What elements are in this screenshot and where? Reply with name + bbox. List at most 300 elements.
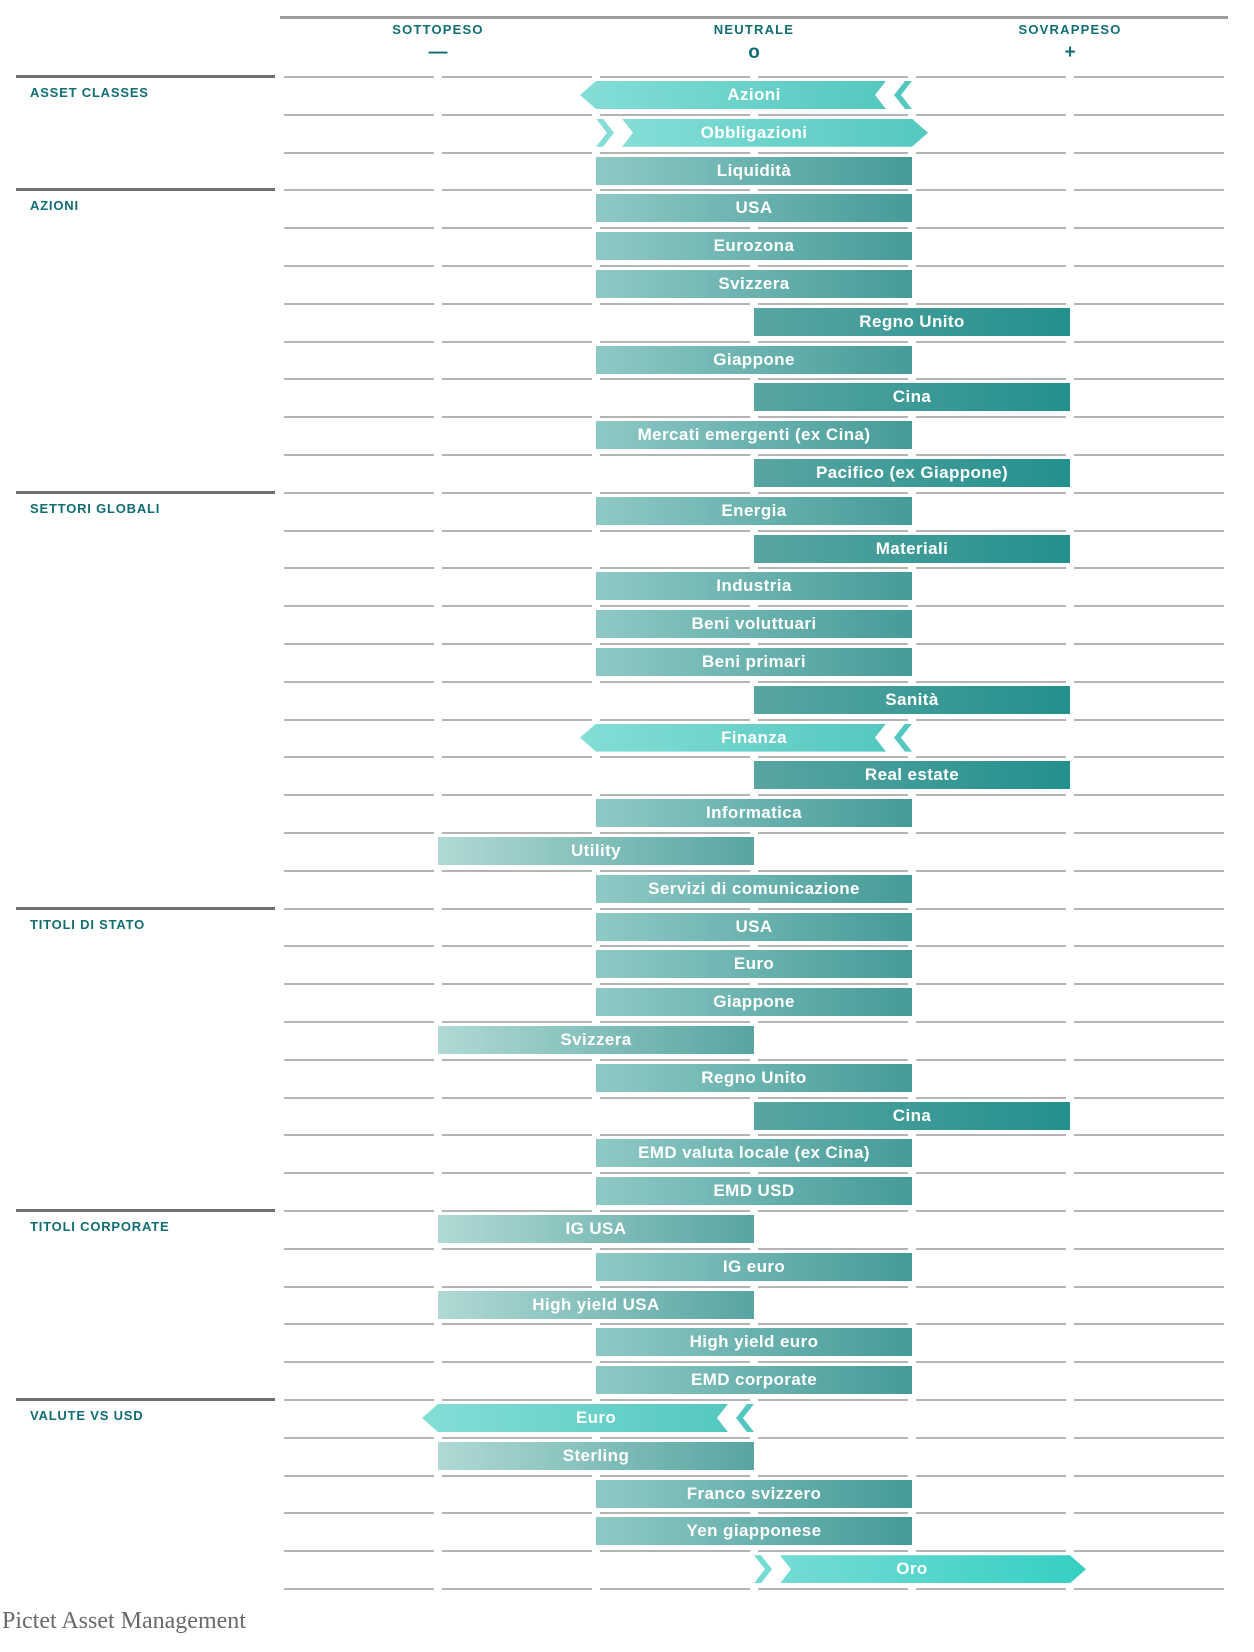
bar-utility: [438, 837, 754, 865]
grid-line-segment: [442, 1134, 592, 1136]
grid-line-segment: [284, 189, 434, 191]
section-label-asset-classes: ASSET CLASSES: [30, 85, 149, 100]
grid-line-segment: [1074, 189, 1224, 191]
grid-line-segment: [284, 265, 434, 267]
bar-azioni: [580, 81, 912, 109]
grid-line-segment: [600, 492, 750, 494]
grid-line-segment: [284, 303, 434, 305]
grid-line-segment: [442, 1588, 592, 1590]
grid-line-segment: [916, 908, 1066, 910]
bar-label: Svizzera: [718, 274, 790, 293]
grid-line-segment: [442, 1437, 592, 1439]
bar-label: USA: [735, 198, 773, 218]
grid-line-segment: [1074, 492, 1224, 494]
grid-line-segment: [284, 605, 434, 607]
bar-label: Pacifico (ex Giappone): [815, 463, 1009, 482]
grid-line-segment: [758, 1475, 908, 1477]
bar-label: Finanza: [720, 727, 788, 747]
section-label-titoli-corporate: TITOLI CORPORATE: [30, 1219, 170, 1234]
grid-line-segment: [916, 530, 1066, 532]
grid-line-segment: [442, 1210, 592, 1212]
bar-usa: [596, 913, 912, 941]
grid-line-segment: [284, 567, 434, 569]
bar-label: Regno Unito: [701, 1067, 807, 1087]
grid-line-segment: [916, 1210, 1066, 1212]
bar-real-estate: [754, 761, 1070, 789]
grid-line-segment: [1074, 1248, 1224, 1250]
grid-line-segment: [600, 530, 750, 532]
bar-regno-unito: [754, 308, 1070, 336]
grid-line-segment: [1074, 1097, 1224, 1099]
grid-line-segment: [1074, 1286, 1224, 1288]
section-divider-line-valute-vs-usd: [16, 1398, 275, 1401]
grid-line-segment: [916, 1399, 1066, 1401]
grid-line-segment: [600, 983, 750, 985]
grid-line-segment: [916, 794, 1066, 796]
grid-line-segment: [758, 643, 908, 645]
grid-line-segment: [442, 756, 592, 758]
grid-line-segment: [442, 1475, 592, 1477]
grid-line-segment: [1074, 1172, 1224, 1174]
grid-line-segment: [758, 567, 908, 569]
grid-line-segment: [442, 1323, 592, 1325]
grid-line-segment: [442, 416, 592, 418]
bar-high-yield-euro: [596, 1328, 912, 1356]
grid-line-segment: [600, 189, 750, 191]
grid-line-segment: [442, 530, 592, 532]
grid-line-segment: [284, 681, 434, 683]
bar-label: Sterling: [562, 1445, 630, 1465]
grid-line-segment: [600, 870, 750, 872]
grid-line-segment: [758, 681, 908, 683]
grid-line-segment: [758, 114, 908, 116]
bar-regno-unito: [596, 1064, 912, 1092]
bar-sterling: [438, 1442, 754, 1470]
grid-line-segment: [284, 719, 434, 721]
grid-line-segment: [916, 719, 1066, 721]
grid-line-segment: [600, 1550, 750, 1552]
grid-line-segment: [758, 1021, 908, 1023]
grid-line-segment: [916, 189, 1066, 191]
grid-line-segment: [1074, 1361, 1224, 1363]
grid-line-segment: [442, 832, 592, 834]
section-divider-line-asset-classes: [16, 75, 275, 78]
grid-line-segment: [284, 76, 434, 78]
grid-line-segment: [916, 1475, 1066, 1477]
grid-line-segment: [758, 76, 908, 78]
bar-beni-primari: [596, 648, 912, 676]
grid-line-segment: [1074, 378, 1224, 380]
bar-yen-giapponese: [596, 1517, 912, 1545]
header-rule: [280, 16, 1228, 19]
grid-line-segment: [284, 870, 434, 872]
grid-line-segment: [284, 1210, 434, 1212]
grid-line-segment: [758, 1399, 908, 1401]
grid-line-segment: [600, 152, 750, 154]
grid-line-segment: [284, 1286, 434, 1288]
bar-label: Giappone: [713, 349, 795, 369]
bar-emd-usd: [596, 1177, 912, 1205]
grid-line-segment: [1074, 416, 1224, 418]
grid-line-segment: [284, 1097, 434, 1099]
bar-label: Energia: [721, 500, 787, 520]
grid-line-segment: [600, 1134, 750, 1136]
source-attribution: Pictet Asset Management: [2, 1608, 246, 1634]
grid-line-segment: [600, 1512, 750, 1514]
grid-line-segment: [442, 1097, 592, 1099]
grid-line-segment: [1074, 681, 1224, 683]
grid-line-segment: [758, 1550, 908, 1552]
grid-line-segment: [758, 303, 908, 305]
grid-line-segment: [600, 416, 750, 418]
grid-line-segment: [916, 378, 1066, 380]
bar-liquidità: [596, 157, 912, 185]
grid-line-segment: [600, 832, 750, 834]
grid-line-segment: [758, 945, 908, 947]
grid-line-segment: [600, 1323, 750, 1325]
grid-line-segment: [1074, 983, 1224, 985]
grid-line-segment: [758, 1097, 908, 1099]
grid-line-segment: [1074, 1021, 1224, 1023]
grid-line-segment: [600, 1172, 750, 1174]
grid-line-segment: [916, 945, 1066, 947]
bar-informatica: [596, 799, 912, 827]
bar-pacifico-ex-giappone: [754, 459, 1070, 487]
grid-line-segment: [442, 1172, 592, 1174]
grid-line-segment: [284, 1475, 434, 1477]
grid-line-segment: [600, 454, 750, 456]
column-header-neutrale: [714, 22, 794, 62]
grid-line-segment: [284, 1550, 434, 1552]
grid-line-segment: [916, 265, 1066, 267]
grid-line-segment: [916, 152, 1066, 154]
grid-line-segment: [758, 227, 908, 229]
grid-line-segment: [1074, 719, 1224, 721]
bar-label: High yield USA: [532, 1294, 660, 1314]
grid-line-segment: [284, 983, 434, 985]
section-divider-line-titoli-corporate: [16, 1209, 275, 1212]
grid-line-segment: [442, 945, 592, 947]
bar-emd-corporate: [596, 1366, 912, 1394]
grid-line-segment: [916, 983, 1066, 985]
grid-line-segment: [916, 1097, 1066, 1099]
grid-line-segment: [758, 1210, 908, 1212]
grid-line-segment: [284, 832, 434, 834]
grid-line-segment: [758, 378, 908, 380]
bar-giappone: [596, 988, 912, 1016]
section-divider-line-settori-globali: [16, 491, 275, 494]
grid-line-segment: [758, 756, 908, 758]
grid-line-segment: [916, 1588, 1066, 1590]
bar-high-yield-usa: [438, 1291, 754, 1319]
grid-line-segment: [600, 681, 750, 683]
bar-label: Materiali: [875, 538, 949, 558]
grid-line-segment: [1074, 1210, 1224, 1212]
grid-line-segment: [600, 1097, 750, 1099]
bar-svizzera: [596, 270, 912, 298]
bar-materiali: [754, 535, 1070, 563]
grid-line-segment: [1074, 1512, 1224, 1514]
grid-line-segment: [916, 341, 1066, 343]
grid-line-segment: [1074, 1588, 1224, 1590]
bar-label: Sanità: [885, 689, 939, 709]
grid-line-segment: [1074, 454, 1224, 456]
grid-line-segment: [916, 1550, 1066, 1552]
grid-line-segment: [1074, 605, 1224, 607]
bar-label: IG USA: [565, 1219, 627, 1238]
grid-line-segment: [1074, 530, 1224, 532]
grid-line-segment: [600, 76, 750, 78]
grid-line-segment: [1074, 1550, 1224, 1552]
bar-label: Yen giapponese: [686, 1521, 822, 1541]
bar-label: Azioni: [727, 85, 781, 104]
grid-line-segment: [600, 265, 750, 267]
grid-line-segment: [758, 1059, 908, 1061]
grid-line-segment: [758, 605, 908, 607]
bar-energia: [596, 497, 912, 525]
grid-line-segment: [442, 1286, 592, 1288]
grid-line-segment: [916, 1286, 1066, 1288]
grid-line-segment: [1074, 908, 1224, 910]
grid-line-segment: [1074, 114, 1224, 116]
grid-line-segment: [758, 152, 908, 154]
grid-line-segment: [916, 303, 1066, 305]
grid-line-segment: [442, 983, 592, 985]
grid-line-segment: [600, 1588, 750, 1590]
grid-line-segment: [600, 756, 750, 758]
grid-line-segment: [600, 794, 750, 796]
grid-line-segment: [284, 227, 434, 229]
grid-line-segment: [758, 1361, 908, 1363]
grid-line-segment: [442, 643, 592, 645]
grid-line-segment: [284, 1437, 434, 1439]
grid-line-segment: [442, 719, 592, 721]
grid-line-segment: [758, 189, 908, 191]
bar-label: Svizzera: [560, 1030, 632, 1049]
bar-label: IG euro: [722, 1256, 786, 1276]
bar-label: Obbligazioni: [700, 122, 808, 142]
grid-line-segment: [284, 378, 434, 380]
bar-label: Giappone: [713, 992, 795, 1012]
grid-line-segment: [600, 378, 750, 380]
grid-line-segment: [600, 605, 750, 607]
grid-line-segment: [758, 1248, 908, 1250]
grid-line-segment: [1074, 265, 1224, 267]
bar-sanità: [754, 686, 1070, 714]
bar-euro: [422, 1404, 754, 1432]
bar-giappone: [596, 346, 912, 374]
grid-line-segment: [758, 1588, 908, 1590]
bar-label: Oro: [896, 1559, 928, 1579]
bar-label: Industria: [716, 576, 792, 596]
grid-line-segment: [284, 945, 434, 947]
grid-line-segment: [442, 681, 592, 683]
grid-line-segment: [600, 1399, 750, 1401]
grid-line-segment: [600, 341, 750, 343]
grid-line-segment: [284, 1134, 434, 1136]
grid-line-segment: [916, 1248, 1066, 1250]
grid-line-segment: [916, 1512, 1066, 1514]
grid-line-segment: [284, 1021, 434, 1023]
grid-line-segment: [600, 1475, 750, 1477]
grid-line-segment: [600, 227, 750, 229]
bar-oro: [754, 1555, 1086, 1583]
grid-line-segment: [758, 870, 908, 872]
bar-beni-voluttuari: [596, 610, 912, 638]
grid-line-segment: [758, 1286, 908, 1288]
grid-line-segment: [1074, 1475, 1224, 1477]
bar-label: EMD valuta locale (ex Cina): [638, 1143, 870, 1163]
bar-label: Franco svizzero: [686, 1483, 822, 1503]
grid-line-segment: [600, 719, 750, 721]
grid-line-segment: [916, 1323, 1066, 1325]
grid-line-segment: [600, 1248, 750, 1250]
grid-line-segment: [758, 908, 908, 910]
grid-line-segment: [442, 454, 592, 456]
grid-line-segment: [916, 1172, 1066, 1174]
column-header-label: SOTTOPESO: [392, 22, 484, 37]
grid-line-segment: [758, 794, 908, 796]
grid-line-segment: [284, 1588, 434, 1590]
grid-line-segment: [600, 643, 750, 645]
grid-line-segment: [442, 492, 592, 494]
bar-label: Cina: [892, 387, 932, 407]
grid-line-segment: [1074, 1323, 1224, 1325]
grid-line-segment: [284, 794, 434, 796]
grid-line-segment: [442, 794, 592, 796]
grid-line-segment: [916, 492, 1066, 494]
grid-line-segment: [916, 605, 1066, 607]
grid-line-segment: [600, 908, 750, 910]
grid-line-segment: [916, 1059, 1066, 1061]
grid-line-segment: [600, 1437, 750, 1439]
grid-line-segment: [1074, 870, 1224, 872]
grid-line-segment: [758, 1134, 908, 1136]
bar-cina: [754, 1102, 1070, 1130]
grid-line-segment: [916, 643, 1066, 645]
grid-line-segment: [758, 1512, 908, 1514]
grid-line-segment: [916, 416, 1066, 418]
bar-label: Servizi di comunicazione: [648, 878, 860, 898]
grid-line-segment: [442, 152, 592, 154]
grid-line-segment: [284, 416, 434, 418]
grid-line-segment: [442, 870, 592, 872]
bar-obbligazioni: [596, 119, 928, 147]
grid-line-segment: [916, 454, 1066, 456]
grid-line-segment: [442, 1059, 592, 1061]
grid-line-segment: [1074, 945, 1224, 947]
grid-line-segment: [758, 454, 908, 456]
grid-line-segment: [284, 114, 434, 116]
grid-line-segment: [1074, 832, 1224, 834]
section-label-settori-globali: SETTORI GLOBALI: [30, 500, 161, 516]
grid-line-segment: [284, 643, 434, 645]
grid-line-segment: [284, 1361, 434, 1363]
grid-line-segment: [442, 1399, 592, 1401]
column-header-sovrappeso: [1018, 22, 1121, 62]
grid-line-segment: [284, 908, 434, 910]
bar-mercati-emergenti-ex-cina: [596, 421, 912, 449]
grid-line-segment: [758, 1323, 908, 1325]
grid-line-segment: [758, 1172, 908, 1174]
bar-label: EMD USD: [713, 1181, 795, 1201]
grid-line-segment: [1074, 341, 1224, 343]
grid-line-segment: [284, 454, 434, 456]
section-label-valute-vs-usd: VALUTE VS USD: [30, 1408, 144, 1423]
grid-line-segment: [1074, 303, 1224, 305]
grid-line-segment: [916, 114, 1066, 116]
grid-line-segment: [284, 1059, 434, 1061]
grid-line-segment: [442, 605, 592, 607]
neutral-symbol: o: [748, 42, 760, 63]
grid-line-segment: [1074, 1399, 1224, 1401]
grid-line-segment: [916, 1021, 1066, 1023]
bar-cina: [754, 383, 1070, 411]
bar-label: Eurozona: [713, 236, 795, 256]
bar-label: Utility: [570, 841, 622, 860]
grid-line-segment: [442, 189, 592, 191]
grid-line-segment: [758, 416, 908, 418]
bar-label: EMD corporate: [690, 1370, 818, 1390]
bar-label: Euro: [575, 1408, 617, 1427]
minus-symbol: —: [428, 42, 448, 63]
grid-line-segment: [916, 1361, 1066, 1363]
bar-label: Regno Unito: [859, 311, 965, 331]
grid-line-segment: [916, 227, 1066, 229]
column-header-label: SOVRAPPESO: [1018, 22, 1122, 37]
grid-line-segment: [284, 152, 434, 154]
bar-emd-valuta-locale-ex-cina: [596, 1139, 912, 1167]
grid-line-segment: [758, 341, 908, 343]
bar-ig-usa: [438, 1215, 754, 1243]
grid-line-segment: [284, 1512, 434, 1514]
grid-line-segment: [442, 1361, 592, 1363]
bar-industria: [596, 572, 912, 600]
grid-line-segment: [600, 1286, 750, 1288]
grid-line-segment: [442, 303, 592, 305]
grid-line-segment: [442, 378, 592, 380]
bar-svizzera: [438, 1026, 754, 1054]
bar-label: High yield euro: [689, 1332, 819, 1352]
grid-line-segment: [284, 756, 434, 758]
grid-line-segment: [758, 530, 908, 532]
bar-label: Beni voluttuari: [691, 614, 817, 634]
grid-line-segment: [284, 1323, 434, 1325]
grid-line-segment: [284, 1399, 434, 1401]
grid-line-segment: [442, 265, 592, 267]
bar-label: Mercati emergenti (ex Cina): [637, 425, 871, 445]
grid-line-segment: [442, 1021, 592, 1023]
grid-line-segment: [916, 1437, 1066, 1439]
bar-label: Real estate: [864, 765, 960, 785]
grid-line-segment: [600, 1210, 750, 1212]
grid-line-segment: [442, 1512, 592, 1514]
grid-line-segment: [1074, 152, 1224, 154]
grid-line-segment: [916, 870, 1066, 872]
grid-line-segment: [758, 492, 908, 494]
grid-line-segment: [600, 1021, 750, 1023]
grid-line-segment: [916, 681, 1066, 683]
grid-line-segment: [916, 832, 1066, 834]
grid-line-segment: [1074, 1437, 1224, 1439]
section-divider-line-titoli-di-stato: [16, 907, 275, 910]
grid-line-segment: [916, 1134, 1066, 1136]
grid-line-segment: [600, 1059, 750, 1061]
grid-line-segment: [284, 492, 434, 494]
grid-line-segment: [1074, 567, 1224, 569]
grid-line-segment: [284, 341, 434, 343]
grid-line-segment: [600, 1361, 750, 1363]
